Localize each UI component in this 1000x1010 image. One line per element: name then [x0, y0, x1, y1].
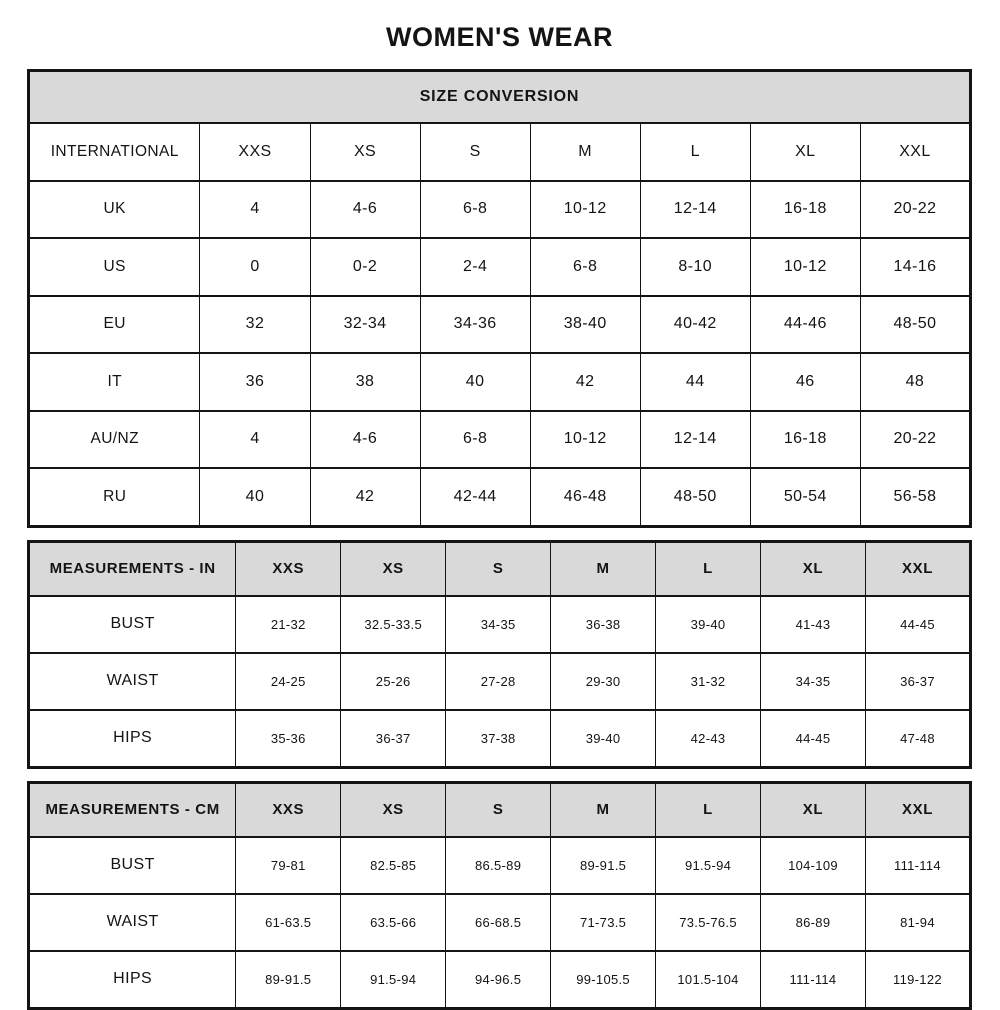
cell: 40-42 [640, 296, 750, 354]
cell: XL [750, 123, 860, 181]
cell: 20-22 [860, 411, 970, 469]
cell: 42 [310, 468, 420, 526]
cell: 91.5-94 [656, 837, 761, 894]
cell: 6-8 [420, 181, 530, 239]
row-label: EU [29, 296, 200, 354]
table-row [29, 123, 971, 181]
size-column-header: XXL [865, 782, 970, 837]
cell: 4 [200, 181, 310, 239]
cell: 99-105.5 [551, 951, 656, 1009]
row-label: WAIST [29, 653, 236, 710]
cell: 32-34 [310, 296, 420, 354]
cell: 38 [310, 353, 420, 411]
cell: 32 [200, 296, 310, 354]
cell: 50-54 [750, 468, 860, 526]
cell: 44 [640, 353, 750, 411]
cell: 34-35 [446, 596, 551, 653]
cell: 63.5-66 [341, 894, 446, 951]
cell: 31-32 [656, 653, 761, 710]
cell: 0 [200, 238, 310, 296]
cell: 12-14 [640, 181, 750, 239]
row-label: UK [29, 181, 200, 239]
cell: 2-4 [420, 238, 530, 296]
measurements-cm-header: MEASUREMENTS - CM [29, 782, 236, 837]
cell: 16-18 [750, 181, 860, 239]
cell: M [530, 123, 640, 181]
table-header-row [29, 782, 971, 837]
table-row [29, 653, 971, 710]
cell: 36-37 [865, 653, 970, 710]
cell: 86.5-89 [446, 837, 551, 894]
row-label: HIPS [29, 951, 236, 1009]
measurements-in-table [27, 540, 972, 769]
cell: 71-73.5 [551, 894, 656, 951]
size-conversion-table [27, 69, 972, 528]
cell: 36 [200, 353, 310, 411]
cell: 48 [860, 353, 970, 411]
cell: 56-58 [860, 468, 970, 526]
cell: 29-30 [551, 653, 656, 710]
cell: 119-122 [865, 951, 970, 1009]
cell: 14-16 [860, 238, 970, 296]
cell: 44-46 [750, 296, 860, 354]
size-column-header: XL [761, 541, 866, 596]
cell: 41-43 [761, 596, 866, 653]
cell: 4-6 [310, 411, 420, 469]
cell: XXL [860, 123, 970, 181]
cell: 36-37 [341, 710, 446, 768]
cell: 40 [200, 468, 310, 526]
cell: 36-38 [551, 596, 656, 653]
page-title: WOMEN'S WEAR [386, 22, 613, 52]
cell: 46 [750, 353, 860, 411]
table-row [29, 837, 971, 894]
cell: XS [310, 123, 420, 181]
table-row [29, 296, 971, 354]
table-header-row [29, 71, 971, 124]
cell: 38-40 [530, 296, 640, 354]
measurements-in-header: MEASUREMENTS - IN [29, 541, 236, 596]
cell: 10-12 [530, 181, 640, 239]
table-row [29, 596, 971, 653]
cell: 40 [420, 353, 530, 411]
table-row [29, 894, 971, 951]
cell: 25-26 [341, 653, 446, 710]
size-column-header: XXS [236, 782, 341, 837]
cell: 10-12 [530, 411, 640, 469]
cell: 32.5-33.5 [341, 596, 446, 653]
table-row [29, 181, 971, 239]
cell: 39-40 [656, 596, 761, 653]
cell: 73.5-76.5 [656, 894, 761, 951]
cell: 42-43 [656, 710, 761, 768]
table-row [29, 468, 971, 526]
cell: 47-48 [865, 710, 970, 768]
size-column-header: M [551, 541, 656, 596]
cell: 35-36 [236, 710, 341, 768]
cell: 86-89 [761, 894, 866, 951]
cell: 20-22 [860, 181, 970, 239]
row-label: AU/NZ [29, 411, 200, 469]
table-row [29, 710, 971, 768]
cell: 12-14 [640, 411, 750, 469]
cell: 89-91.5 [236, 951, 341, 1009]
cell: 48-50 [860, 296, 970, 354]
cell: 111-114 [761, 951, 866, 1009]
cell: 4 [200, 411, 310, 469]
row-label: WAIST [29, 894, 236, 951]
cell: 10-12 [750, 238, 860, 296]
size-column-header: XL [761, 782, 866, 837]
size-column-header: S [446, 782, 551, 837]
cell: 104-109 [761, 837, 866, 894]
cell: 39-40 [551, 710, 656, 768]
row-label: US [29, 238, 200, 296]
size-column-header: L [656, 541, 761, 596]
size-column-header: XXS [236, 541, 341, 596]
cell: 61-63.5 [236, 894, 341, 951]
cell: 48-50 [640, 468, 750, 526]
cell: 37-38 [446, 710, 551, 768]
size-column-header: XXL [865, 541, 970, 596]
cell: 46-48 [530, 468, 640, 526]
table-header-row [29, 541, 971, 596]
cell: 111-114 [865, 837, 970, 894]
row-label: IT [29, 353, 200, 411]
measurements-cm-table [27, 781, 972, 1010]
size-column-header: XS [341, 782, 446, 837]
cell: 4-6 [310, 181, 420, 239]
size-column-header: L [656, 782, 761, 837]
cell: 82.5-85 [341, 837, 446, 894]
cell: 101.5-104 [656, 951, 761, 1009]
cell: 94-96.5 [446, 951, 551, 1009]
table-row [29, 238, 971, 296]
cell: 24-25 [236, 653, 341, 710]
cell: 16-18 [750, 411, 860, 469]
cell: 21-32 [236, 596, 341, 653]
cell: 79-81 [236, 837, 341, 894]
size-column-header: M [551, 782, 656, 837]
table-row [29, 353, 971, 411]
cell: S [420, 123, 530, 181]
cell: 6-8 [530, 238, 640, 296]
cell: 42 [530, 353, 640, 411]
cell: 8-10 [640, 238, 750, 296]
table-row [29, 411, 971, 469]
table-row [29, 951, 971, 1009]
cell: 42-44 [420, 468, 530, 526]
cell: 81-94 [865, 894, 970, 951]
row-label: BUST [29, 596, 236, 653]
cell: 0-2 [310, 238, 420, 296]
size-column-header: XS [341, 541, 446, 596]
size-conversion-header: SIZE CONVERSION [29, 71, 971, 124]
cell: 89-91.5 [551, 837, 656, 894]
cell: 44-45 [761, 710, 866, 768]
row-label: INTERNATIONAL [29, 123, 200, 181]
cell: 66-68.5 [446, 894, 551, 951]
cell: L [640, 123, 750, 181]
cell: 34-35 [761, 653, 866, 710]
cell: 44-45 [865, 596, 970, 653]
row-label: BUST [29, 837, 236, 894]
cell: 91.5-94 [341, 951, 446, 1009]
cell: XXS [200, 123, 310, 181]
row-label: HIPS [29, 710, 236, 768]
size-column-header: S [446, 541, 551, 596]
cell: 34-36 [420, 296, 530, 354]
row-label: RU [29, 468, 200, 526]
cell: 27-28 [446, 653, 551, 710]
cell: 6-8 [420, 411, 530, 469]
